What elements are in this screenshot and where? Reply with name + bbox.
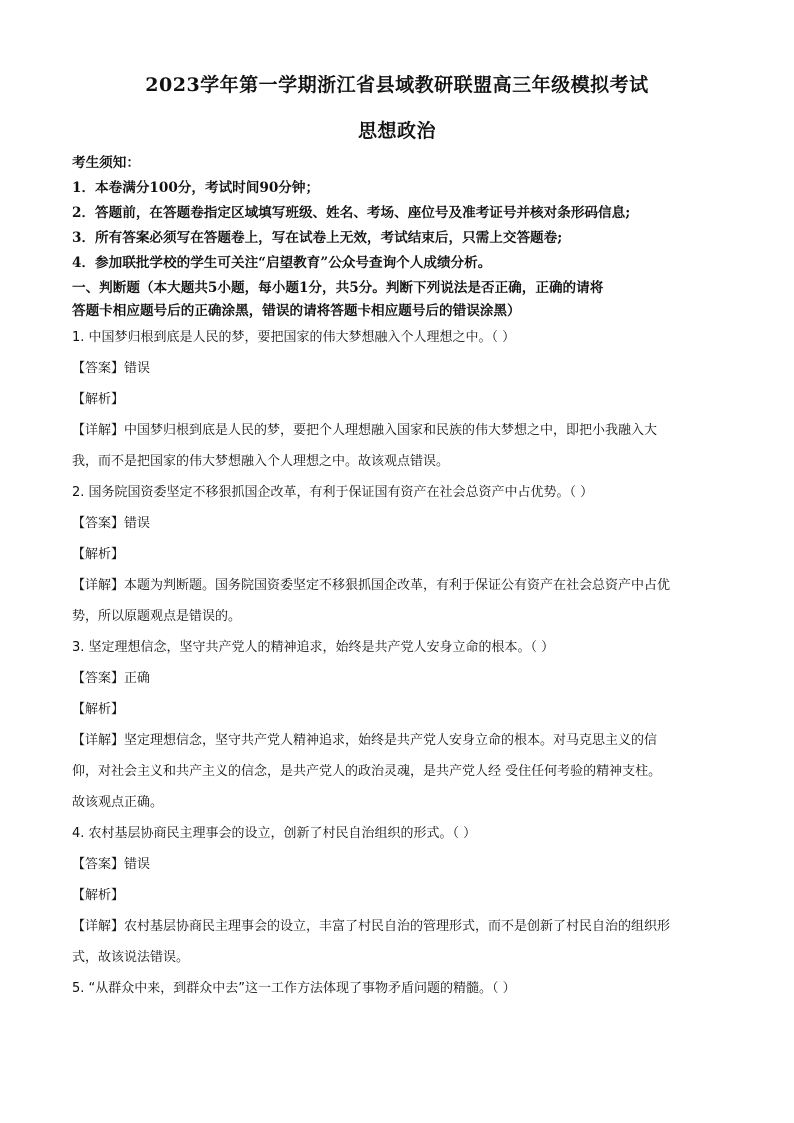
notice-item-1: 1．本卷满分100分，考试时间90分钟； <box>72 180 320 196</box>
question-2-stem: 2. 国务院国资委坚定不移狠抓国企改革，有利于保证国有资产在社会总资产中占优势。（ ） <box>72 485 594 500</box>
question-3-answer <box>72 667 150 686</box>
question-2-detail-line-2: 势，所以原题观点是错误的。 <box>72 609 242 624</box>
detail-text: 中国梦归根到底是人民的梦，要把个人理想融入国家和民族的伟大梦想之中，即把小我融入大 <box>124 423 658 438</box>
question-3-detail-line-2: 仰，对社会主义和共产主义的信念，是共产党人的政治灵魂，是共产党人经 受住任何考验的精神支柱。 <box>72 764 662 779</box>
detail-text: 农村基层协商民主理事会的设立，丰富了村民自治的管理形式，而不是创新了村民自治的组织形 <box>124 919 671 934</box>
question-3-detail-line-1 <box>72 729 657 748</box>
question-1-detail-line-2: 我，而不是把国家的伟大梦想融入个人理想之中。故该观点错误。 <box>72 454 450 469</box>
question-4-answer <box>72 853 150 872</box>
question-1-answer <box>72 357 150 376</box>
question-3-stem: 3. 坚定理想信念，坚守共产党人的精神追求，始终是共产党人安身立命的根本。（ ） <box>72 640 555 655</box>
question-1-detail-line-1 <box>72 419 657 438</box>
answer-label: 【答案】 <box>72 857 125 872</box>
section-heading-line-2: 答题卡相应题号后的正确涂黑，错误的请将答题卡相应题号后的错误涂黑） <box>72 303 521 319</box>
question-4-detail-line-1 <box>72 915 670 934</box>
question-4-analysis-label: 【解析】 <box>72 888 125 903</box>
section-heading-line-1: 一、判断题（本大题共5小题，每小题1分，共5分。判断下列说法是否正确，正确的请将 <box>72 280 604 296</box>
answer-value: 正确 <box>124 671 151 686</box>
answer-label: 【答案】 <box>72 361 125 376</box>
detail-text: 本题为判断题。国务院国资委坚定不移狠抓国企改革，有利于保证公有资产在社会总资产中占优 <box>124 578 671 593</box>
detail-label: 【详解】 <box>72 733 125 748</box>
answer-value: 错误 <box>124 361 151 376</box>
question-2-detail-line-1 <box>72 574 670 593</box>
answer-value: 错误 <box>124 516 151 531</box>
question-1-analysis-label: 【解析】 <box>72 392 125 407</box>
notice-item-3: 3．所有答案必须写在答题卷上，写在试卷上无效，考试结束后，只需上交答题卷; <box>72 230 563 246</box>
question-3-detail-line-3: 故该观点正确。 <box>72 795 164 810</box>
question-1-stem: 1. 中国梦归根到底是人民的梦，要把国家的伟大梦想融入个人理想之中。（ ） <box>72 330 516 345</box>
answer-label: 【答案】 <box>72 671 125 686</box>
question-2-answer <box>72 512 150 531</box>
subject-title: 思想政治 <box>357 120 436 142</box>
detail-label: 【详解】 <box>72 423 125 438</box>
detail-text: 坚定理想信念，坚守共产党人精神追求，始终是共产党人安身立命的根本。对马克思主义的信 <box>124 733 658 748</box>
notice-heading: 考生须知： <box>72 155 140 171</box>
exam-title: 2023学年第一学期浙江省县域教研联盟高三年级模拟考试 <box>145 74 649 96</box>
question-4-detail-line-2: 式，故该说法错误。 <box>72 950 190 965</box>
answer-label: 【答案】 <box>72 516 125 531</box>
detail-label: 【详解】 <box>72 578 125 593</box>
question-2-analysis-label: 【解析】 <box>72 547 125 562</box>
question-4-stem: 4. 农村基层协商民主理事会的设立，创新了村民自治组织的形式。（ ） <box>72 826 477 841</box>
detail-label: 【详解】 <box>72 919 125 934</box>
notice-item-2: 2．答题前，在答题卷指定区域填写班级、姓名、考场、座位号及准考证号并核对条形码信息; <box>72 205 631 221</box>
notice-item-4: 4．参加联批学校的学生可关注“启望教育”公众号查询个人成绩分析。 <box>72 255 492 271</box>
answer-value: 错误 <box>124 857 151 872</box>
question-3-analysis-label: 【解析】 <box>72 702 125 717</box>
question-5-stem: 5. “从群众中来，到群众中去”这一工作方法体现了事物矛盾问题的精髓。（ ） <box>72 981 516 996</box>
